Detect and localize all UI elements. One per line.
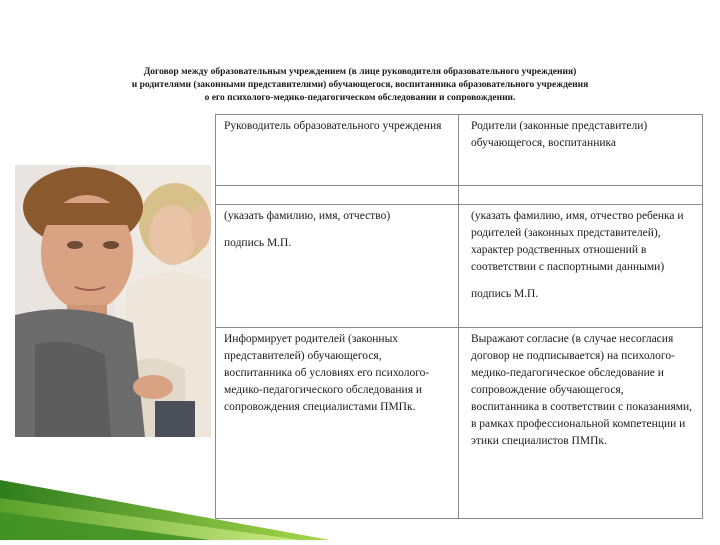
- cell-text: Родители (законные представители) обучающегося, воспитанника: [471, 120, 648, 149]
- cell-text: Руководитель образовательного учреждения: [224, 120, 442, 132]
- table-row-names: [216, 205, 703, 328]
- cell-terms-right: [459, 328, 703, 519]
- decorative-corner: [0, 450, 330, 540]
- title-line-1: Договор между образовательным учреждением (в лице руководителя образовательного учреждения): [143, 67, 577, 77]
- cell-name-left: [216, 205, 459, 328]
- cell-institution-head: [216, 115, 459, 186]
- cell-blank: [216, 186, 459, 205]
- title-line-3: о его психолого-медико-педагогическом обследовании и сопровождении.: [204, 93, 516, 103]
- cell-name-right: [459, 205, 703, 328]
- table-row-blank: [216, 186, 703, 205]
- document-title: [70, 66, 650, 105]
- cell-text: Выражают согласие (в случае несогласия договор не подписывается) на психолого-медико-педагогическое обследование и сопровождение обучающегося, воспитанника в соответствии с показаниями, в рамках профессиональной компетенции и этики специалистов ПМПк.: [471, 333, 693, 447]
- signature-label: подпись М.П.: [224, 237, 292, 249]
- cell-blank: [459, 186, 703, 205]
- title-line-2: и родителями (законными представителями) обучающегося, воспитанника образовательного учреждения: [131, 80, 589, 90]
- table-row-header: [216, 115, 703, 186]
- photo-teen-and-mother: [15, 165, 211, 437]
- cell-text: (указать фамилию, имя, отчество): [224, 210, 391, 222]
- cell-parents: [459, 115, 703, 186]
- cell-text: (указать фамилию, имя, отчество ребенка и родителей (законных представителей), характер родственных отношений в соответствии с паспортными данными): [471, 210, 684, 273]
- signature-label: подпись М.П.: [471, 288, 539, 300]
- cell-text: Информирует родителей (законных представителей) обучающегося, воспитанника об условиях его психолого-медико-педагогического обследования и сопровождения специалистами ПМПк.: [224, 333, 430, 413]
- photo-illustration: [15, 165, 211, 437]
- green-swoosh: [0, 450, 330, 540]
